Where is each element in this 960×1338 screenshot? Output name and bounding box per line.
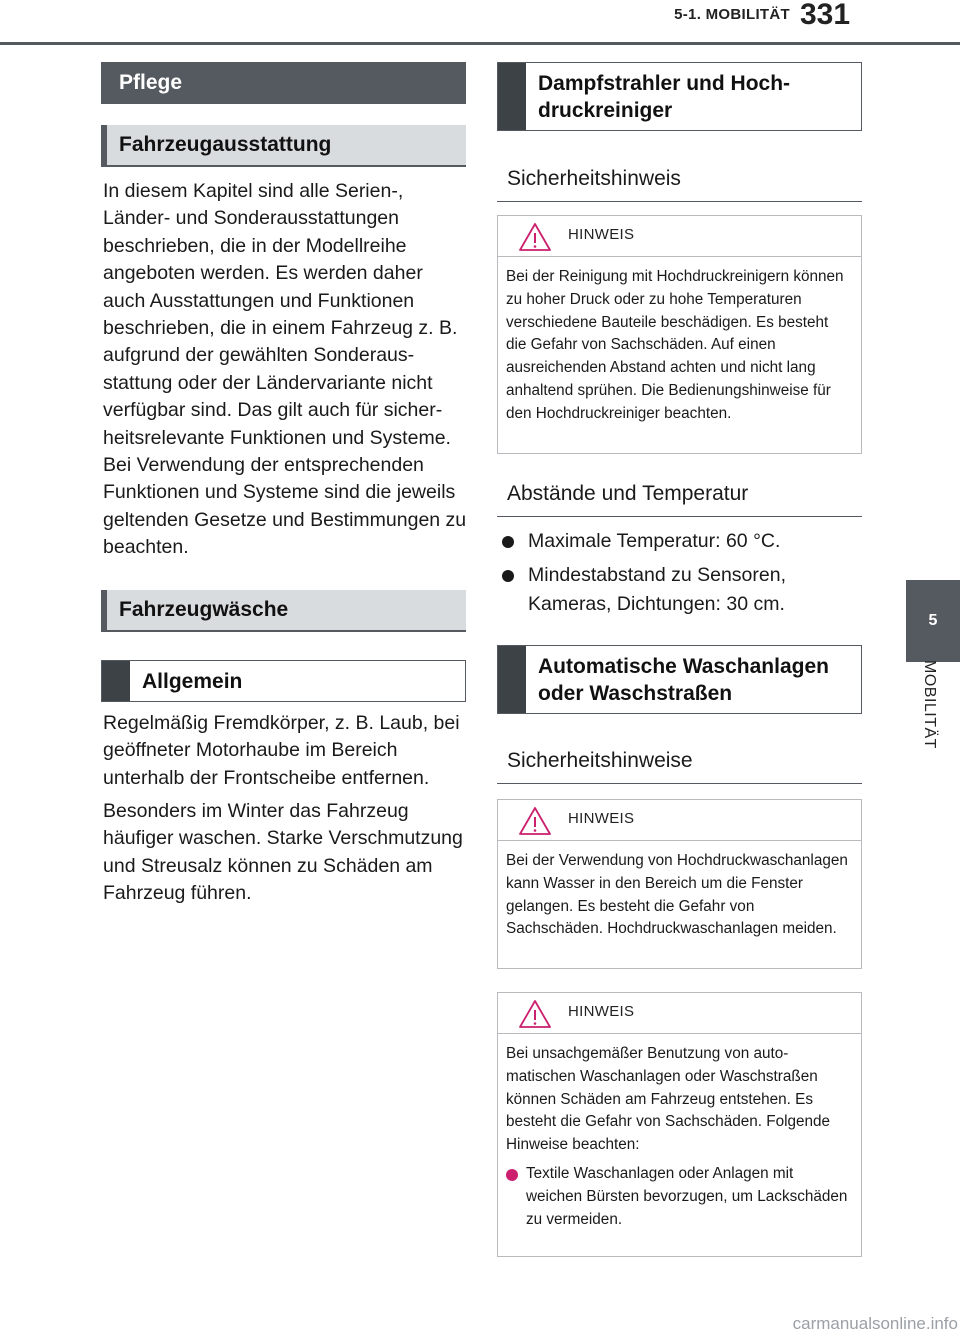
list-item-text: Mindestabstand zu Sensoren, Kameras, Dichtungen: 30 cm. <box>528 564 786 615</box>
notice-label: HINWEIS <box>568 810 635 827</box>
chapter-tab: 5 <box>906 580 960 662</box>
page-number: 331 <box>800 0 851 31</box>
heading-automatische-waschanlagen-text: Automatische Waschanlagen oder Waschstraßen <box>538 654 829 705</box>
bullet-list <box>500 527 840 619</box>
notice-text: Bei der Reinigung mit Hochdruckreinigern können zu hoher Druck oder zu hohe Temperaturen verschiedene Bauteile beschädigen. Es besteht die Gefahr von Sachschäden. Auf einen ausreichenden Abstand achten und nicht lang anhaltend sprühen. Die Bedienungshinweise für den Hochdruckreiniger beachten. <box>506 268 844 422</box>
heading-sicherheitshinweise <box>497 738 862 784</box>
notice-header <box>498 800 861 841</box>
heading-fahrzeugwaesche <box>101 590 466 632</box>
notice-bullet <box>506 1163 851 1231</box>
notice-header <box>498 216 861 257</box>
list-item <box>500 561 840 619</box>
heading-dampfstrahler-text: Dampfstrahler und Hochdruckreiniger <box>538 71 791 122</box>
warning-icon <box>518 222 552 252</box>
bullet-dot <box>506 1169 518 1181</box>
heading-sicherheitshinweis-text: Sicherheitshinweis <box>507 166 681 190</box>
warning-icon <box>518 806 552 836</box>
notice-label: HINWEIS <box>568 1003 635 1020</box>
allgemein-paragraph-1: Regelmäßig Fremdkörper, z. B. Laub, bei geöffneter Motorhaube im Bereich unterhalb der Frontscheibe entfernen. <box>103 712 460 789</box>
heading-abstaende-text: Abstände und Temperatur <box>507 481 749 505</box>
notice-header <box>498 993 861 1034</box>
heading-fahrzeugwaesche-text: Fahrzeugwäsche <box>119 598 289 621</box>
heading-pflege-text: Pflege <box>119 71 183 94</box>
heading-pflege <box>101 62 466 104</box>
heading-allgemein <box>101 660 466 702</box>
bullet-dot <box>502 570 514 582</box>
notice-text: Bei der Verwendung von Hochdruckwaschanlagen kann Wasser in den Bereich um die Fenster gelangen. Es besteht die Gefahr von Sachschäden. Hochdruckwaschanlagen meiden. <box>506 852 848 938</box>
heading-bar <box>102 661 130 701</box>
watermark: carmanualsonline.info <box>792 1314 958 1333</box>
heading-bar <box>498 63 526 130</box>
section-header: 5-1. MOBILITÄT <box>674 6 790 23</box>
chapter-tab-label-wrap <box>908 660 958 810</box>
heading-fahrzeugausstattung <box>101 125 466 167</box>
heading-abstaende <box>497 471 862 517</box>
heading-bar <box>498 646 526 713</box>
list-item <box>500 527 840 556</box>
notice-box-1 <box>497 215 862 454</box>
heading-automatische-waschanlagen <box>497 645 862 714</box>
notice-bullet-text: Textile Waschanlagen oder Anlagen mit weichen Bürsten bevorzugen, um Lackschäden zu vermeiden. <box>526 1164 848 1228</box>
notice-text: Bei unsachgemäßer Benutzung von automatischen Waschanlagen oder Waschstraßen können Schäden am Fahrzeug entstehen. Es besteht die Gefahr von Sachschäden. Folgende Hinweise beachten: <box>506 1045 831 1154</box>
heading-sicherheitshinweise-text: Sicherheitshinweise <box>507 748 693 772</box>
heading-dampfstrahler <box>497 62 862 131</box>
notice-body <box>498 1034 861 1239</box>
notice-box-3 <box>497 992 862 1257</box>
heading-fahrzeugausstattung-text: Fahrzeugausstattung <box>119 133 332 156</box>
list-item-text: Maximale Temperatur: 60 °C. <box>528 530 781 552</box>
allgemein-paragraph-2: Besonders im Winter das Fahrzeug häufiger waschen. Starke Verschmutzung und Streusalz können zu Schäden am Fahrzeug führen. <box>103 800 463 905</box>
notice-box-2 <box>497 799 862 969</box>
bullet-dot <box>502 536 514 548</box>
fahrzeugausstattung-paragraph: In diesem Kapitel sind alle Serien-, Länder- und Sonderausstattungen beschrieben, die in der Modellreihe angeboten werden. Es werden daher auch Ausstattungen und Funktionen beschrieben, die in einem Fahrzeug z. B. aufgrund der gewählten Sonderausstattung oder der Ländervariante nicht verfügbar sind. Das gilt auch für sicherheitsrelevante Funktionen und Systeme. Bei Verwendung der entsprechenden Funktionen und Systeme sind die jeweils geltenden Gesetze und Bestimmungen zu beachten. <box>103 180 467 559</box>
heading-allgemein-text: Allgemein <box>142 669 243 693</box>
heading-sicherheitshinweis <box>497 156 862 202</box>
notice-label: HINWEIS <box>568 226 635 243</box>
chapter-tab-label: MOBILITÄT <box>921 660 938 749</box>
warning-icon <box>518 999 552 1029</box>
header-rule <box>0 42 960 45</box>
